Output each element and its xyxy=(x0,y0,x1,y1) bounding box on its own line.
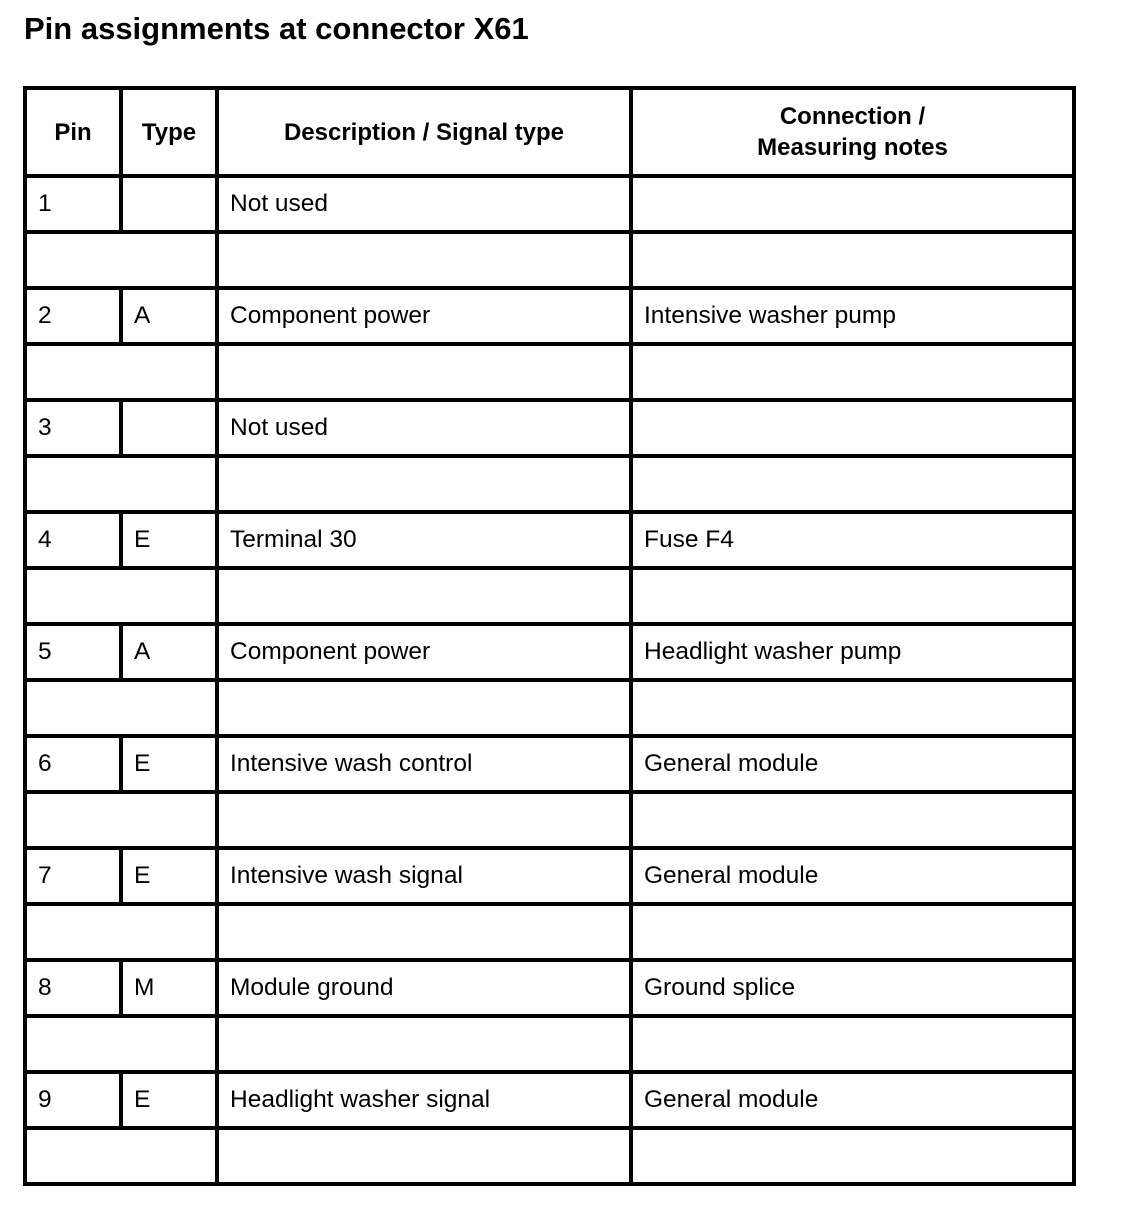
connection-cell: Headlight washer pump xyxy=(631,624,1074,680)
spacer-row xyxy=(25,568,1074,624)
spacer-cell xyxy=(217,232,631,288)
header-pin: Pin xyxy=(25,88,121,176)
spacer-row xyxy=(25,792,1074,848)
spacer-cell xyxy=(25,792,217,848)
header-connection-line1: Connection / xyxy=(779,103,926,130)
connection-cell: Fuse F4 xyxy=(631,512,1074,568)
description-cell: Component power xyxy=(217,624,631,680)
spacer-cell xyxy=(217,568,631,624)
table-row xyxy=(25,960,1074,1016)
connection-cell: General module xyxy=(631,848,1074,904)
spacer-cell xyxy=(25,456,217,512)
type-cell xyxy=(121,176,217,232)
spacer-cell xyxy=(217,792,631,848)
table-row xyxy=(25,736,1074,792)
type-cell xyxy=(121,400,217,456)
spacer-row xyxy=(25,1128,1074,1184)
spacer-row xyxy=(25,344,1074,400)
pin-cell: 8 xyxy=(25,960,121,1016)
description-cell: Not used xyxy=(217,400,631,456)
table-row xyxy=(25,624,1074,680)
type-cell: A xyxy=(121,288,217,344)
spacer-cell xyxy=(631,344,1074,400)
spacer-cell xyxy=(631,680,1074,736)
spacer-cell xyxy=(631,1128,1074,1184)
connection-cell xyxy=(631,400,1074,456)
pin-cell: 6 xyxy=(25,736,121,792)
page-title: Pin assignments at connector X61 xyxy=(24,11,529,46)
type-cell: E xyxy=(121,1072,217,1128)
connection-cell: Ground splice xyxy=(631,960,1074,1016)
spacer-cell xyxy=(631,232,1074,288)
pin-assignment-table xyxy=(23,86,1076,1186)
connection-cell: Intensive washer pump xyxy=(631,288,1074,344)
header-description: Description / Signal type xyxy=(217,88,631,176)
table-row xyxy=(25,400,1074,456)
table-row xyxy=(25,1072,1074,1128)
spacer-row xyxy=(25,456,1074,512)
spacer-cell xyxy=(25,568,217,624)
connection-cell: General module xyxy=(631,736,1074,792)
description-cell: Intensive wash control xyxy=(217,736,631,792)
pin-cell: 9 xyxy=(25,1072,121,1128)
description-cell: Headlight washer signal xyxy=(217,1072,631,1128)
pin-cell: 7 xyxy=(25,848,121,904)
spacer-cell xyxy=(217,1016,631,1072)
description-cell: Terminal 30 xyxy=(217,512,631,568)
spacer-cell xyxy=(25,680,217,736)
table-row xyxy=(25,512,1074,568)
description-cell: Module ground xyxy=(217,960,631,1016)
table-row xyxy=(25,288,1074,344)
spacer-cell xyxy=(217,904,631,960)
spacer-cell xyxy=(25,344,217,400)
table-header-row xyxy=(25,88,1074,176)
spacer-cell xyxy=(25,232,217,288)
spacer-cell xyxy=(631,1016,1074,1072)
description-cell: Component power xyxy=(217,288,631,344)
pin-cell: 3 xyxy=(25,400,121,456)
spacer-row xyxy=(25,904,1074,960)
spacer-row xyxy=(25,1016,1074,1072)
spacer-cell xyxy=(217,680,631,736)
type-cell: E xyxy=(121,848,217,904)
pin-cell: 5 xyxy=(25,624,121,680)
type-cell: E xyxy=(121,736,217,792)
type-cell: A xyxy=(121,624,217,680)
table-row xyxy=(25,848,1074,904)
type-cell: E xyxy=(121,512,217,568)
spacer-cell xyxy=(631,568,1074,624)
header-type: Type xyxy=(121,88,217,176)
spacer-cell xyxy=(25,1128,217,1184)
pin-cell: 2 xyxy=(25,288,121,344)
description-cell: Intensive wash signal xyxy=(217,848,631,904)
connection-cell xyxy=(631,176,1074,232)
spacer-row xyxy=(25,232,1074,288)
spacer-cell xyxy=(631,792,1074,848)
spacer-cell xyxy=(217,344,631,400)
spacer-cell xyxy=(25,1016,217,1072)
description-cell: Not used xyxy=(217,176,631,232)
spacer-cell xyxy=(217,1128,631,1184)
spacer-cell xyxy=(631,904,1074,960)
type-cell: M xyxy=(121,960,217,1016)
spacer-cell xyxy=(631,456,1074,512)
table-row xyxy=(25,176,1074,232)
pin-cell: 1 xyxy=(25,176,121,232)
spacer-cell xyxy=(217,456,631,512)
spacer-row xyxy=(25,680,1074,736)
connection-cell: General module xyxy=(631,1072,1074,1128)
spacer-cell xyxy=(25,904,217,960)
header-connection-line2: Measuring notes xyxy=(757,134,948,161)
pin-cell: 4 xyxy=(25,512,121,568)
header-connection xyxy=(631,88,1074,176)
